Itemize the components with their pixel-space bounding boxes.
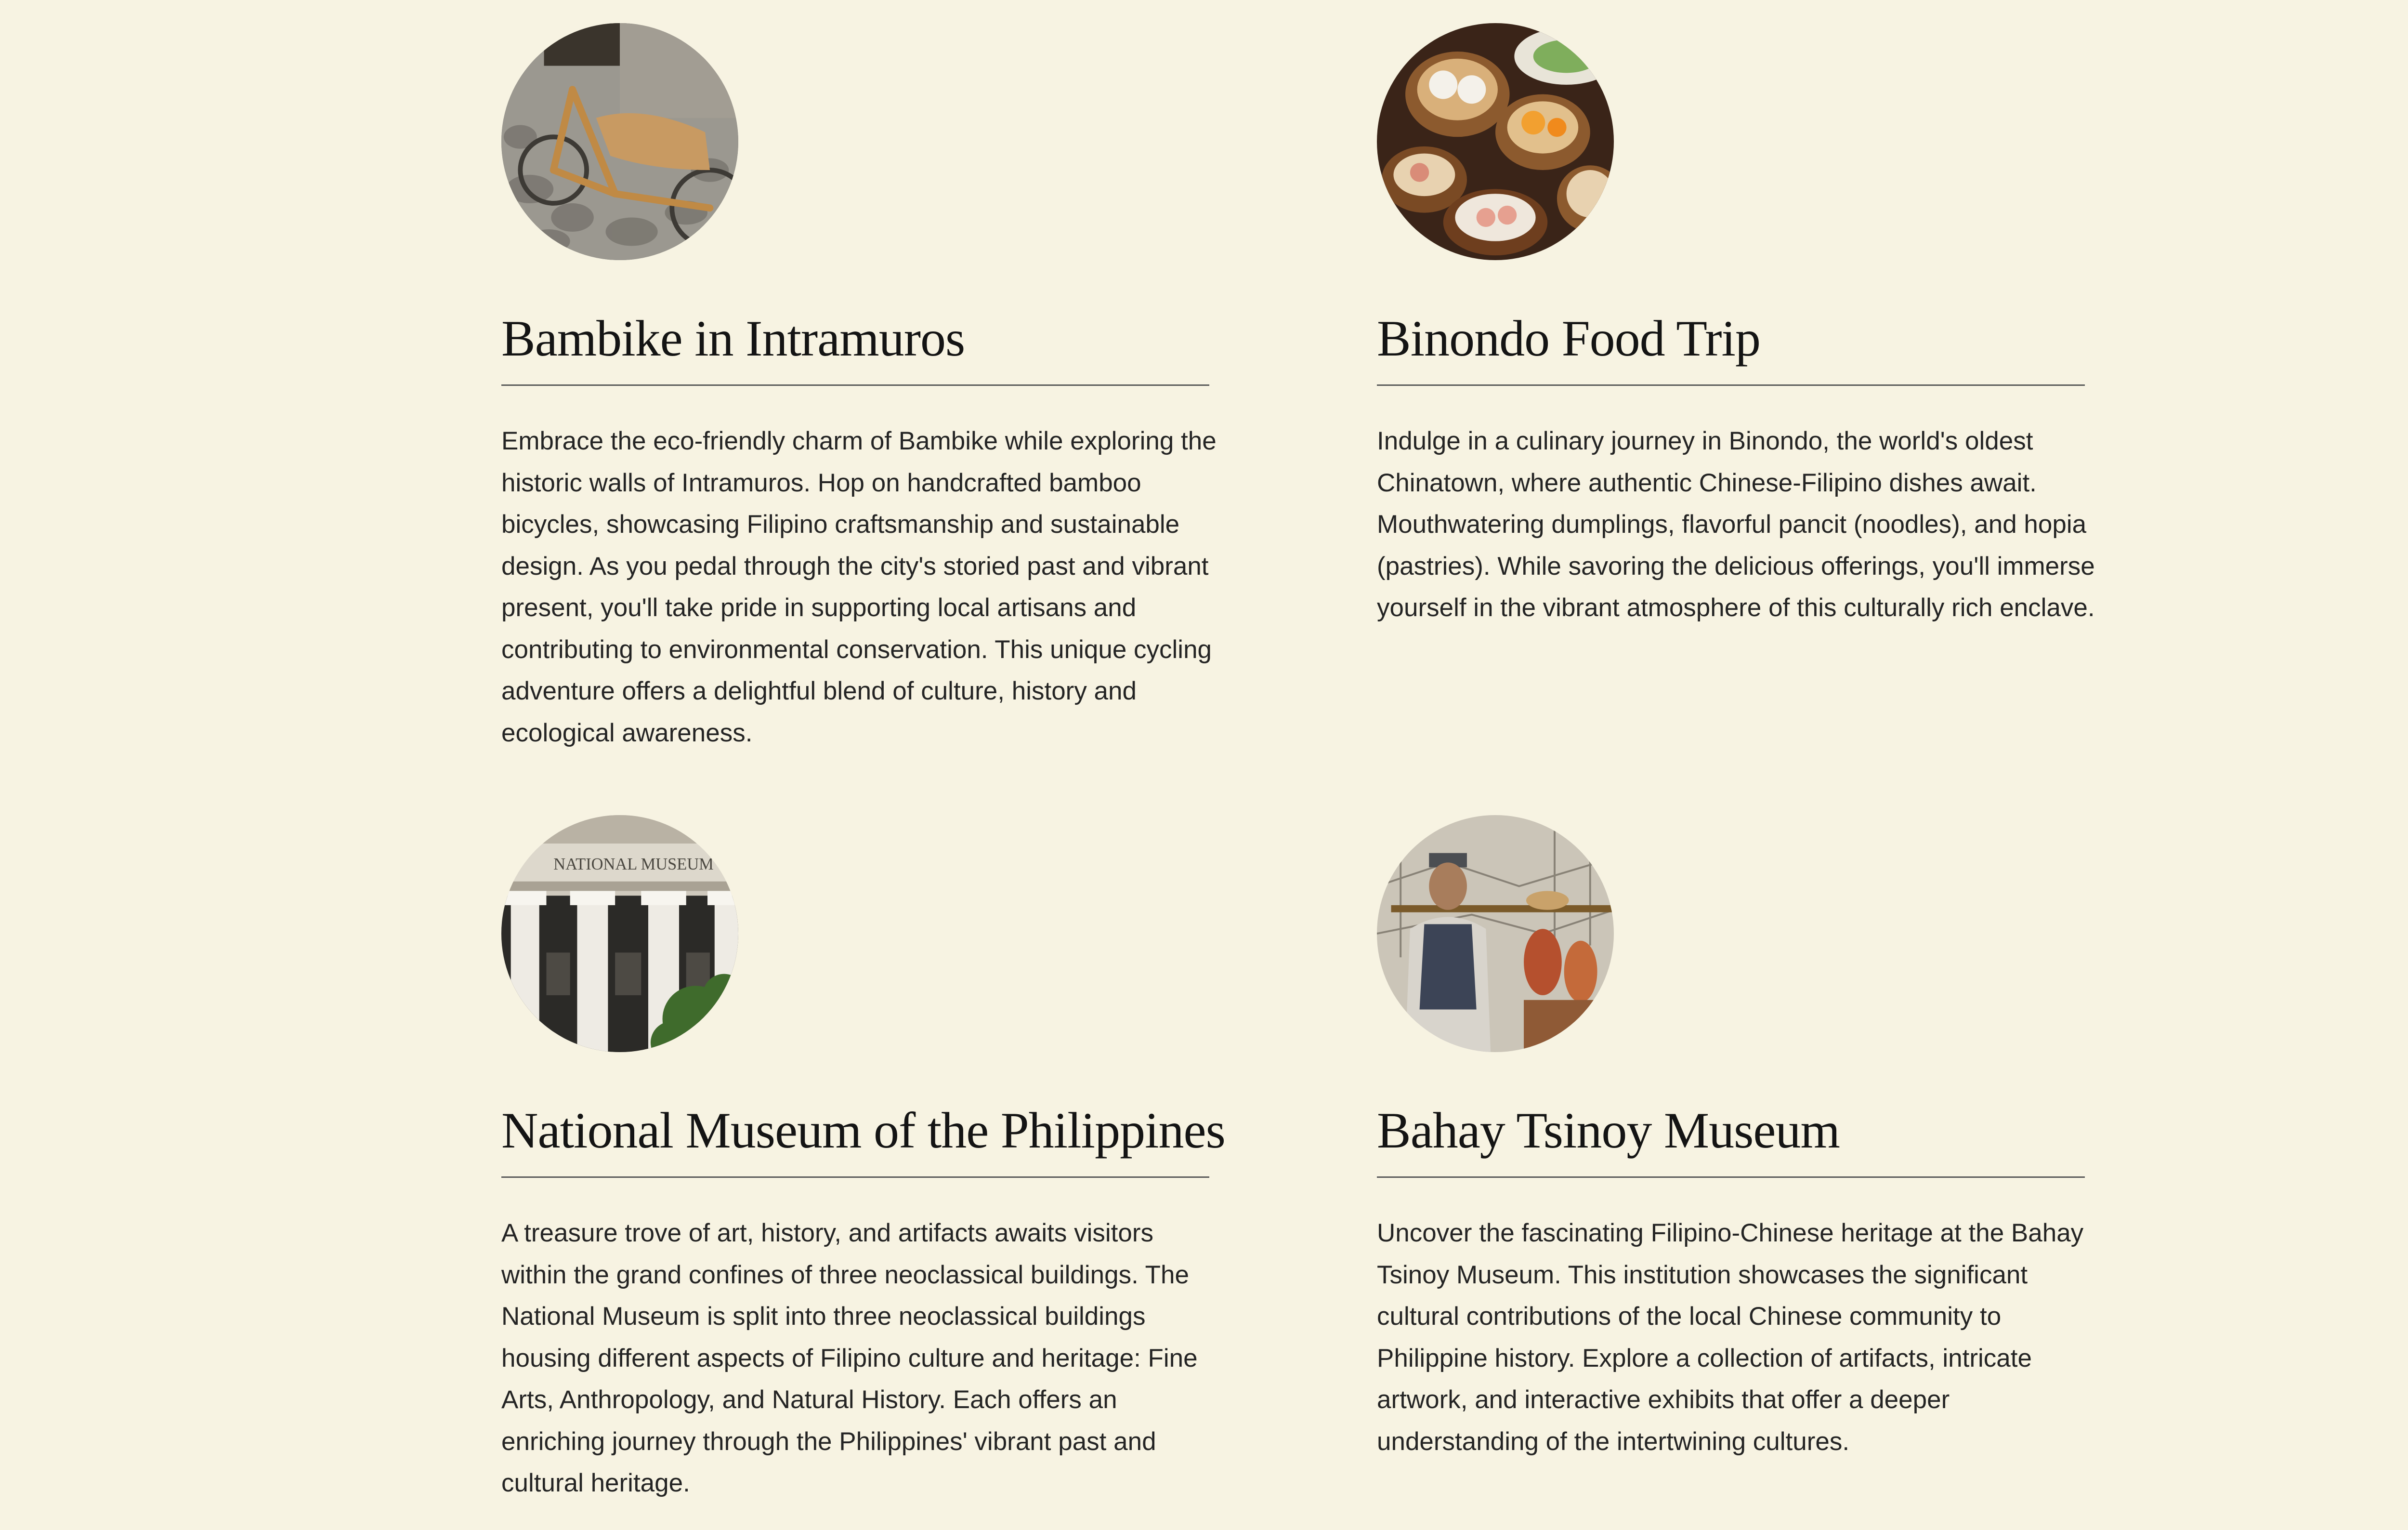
- attraction-title: Binondo Food Trip: [1377, 313, 2085, 386]
- attraction-description: A treasure trove of art, history, and artifacts awaits visitors within the grand confines of three neoclassical buildings. The National Museum is split into three neoclassical buildings housing different aspects of Filipino culture and heritage: Fine Arts, Anthropology, and Natural History. Each offers an enriching journey through the Philippines' vibrant past and cultural heritage.: [501, 1219, 1198, 1497]
- bahay-tsinoy-image: [1377, 815, 1614, 1052]
- bambike-image: [501, 23, 738, 260]
- attraction-card-bahay-tsinoy: [1377, 815, 2085, 1463]
- museum-sign-text: NATIONAL MUSEUM: [553, 855, 714, 874]
- attraction-card-binondo: [1377, 23, 2095, 629]
- attraction-title: Bahay Tsinoy Museum: [1377, 1105, 2085, 1178]
- attraction-description: Uncover the fascinating Filipino-Chinese heritage at the Bahay Tsinoy Museum. This institution showcases the significant cultural contributions of the local Chinese community to Philippine history. Explore a collection of artifacts, intricate artwork, and interactive exhibits that offer a deeper understanding of the intertwining cultures.: [1377, 1219, 2084, 1456]
- national-museum-image: [501, 815, 738, 1052]
- attraction-description: Embrace the eco-friendly charm of Bambike while exploring the historic walls of Intramuros. Hop on handcrafted bamboo bicycles, showcasing Filipino craftsmanship and sustainable design. As you pedal through the city's storied past and vibrant present, you'll take pride in supporting local artisans and contributing to environmental conservation. This unique cycling adventure offers a delightful blend of culture, history and ecological awareness.: [501, 427, 1217, 747]
- attraction-card-national-museum: [501, 815, 1225, 1504]
- binondo-food-image: [1377, 23, 1614, 260]
- attraction-title: Bambike in Intramuros: [501, 313, 1209, 386]
- attraction-card-bambike: [501, 23, 1217, 754]
- attraction-description: Indulge in a culinary journey in Binondo, the world's oldest Chinatown, where authentic Chinese-Filipino dishes await. Mouthwatering dumplings, flavorful pancit (noodles), and hopia (pastries). While savoring the delicious offerings, you'll immerse yourself in the vibrant atmosphere of this culturally rich enclave.: [1377, 427, 2095, 622]
- attraction-title: National Museum of the Philippines: [501, 1105, 1209, 1178]
